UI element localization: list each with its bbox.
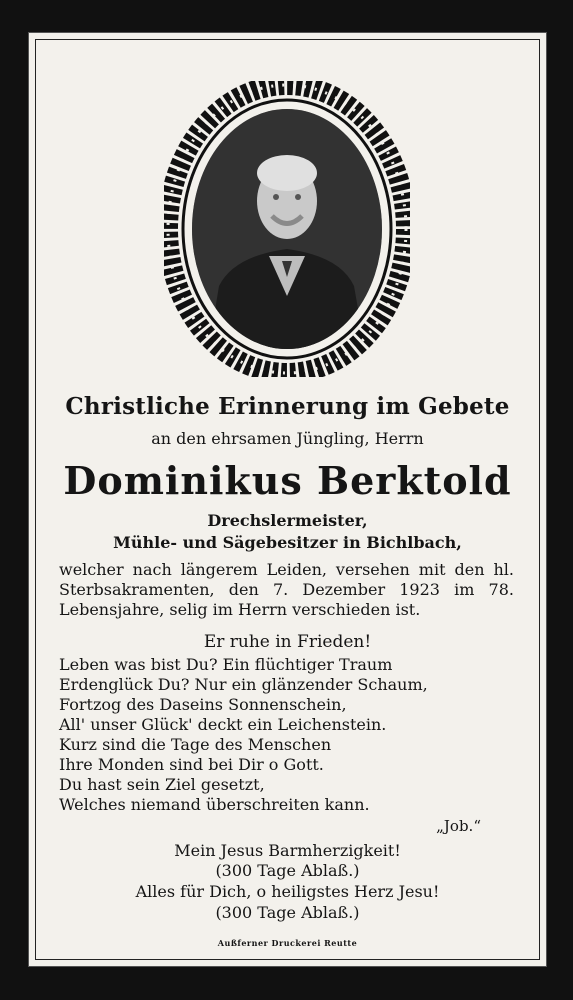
indulgence-1: (300 Tage Ablaß.) [215,861,360,880]
dedication-line: an den ehrsamen Jüngling, Herrn [151,429,424,448]
card-paper [28,32,547,967]
death-notice: welcher nach längerem Leiden, versehen mit den hl. Sterbsakramenten, den 7. Dezember 1923 im 78. Lebensjahre, selig im Herrn verschieden ist. [59,560,514,619]
card-heading: Christliche Erinnerung im Gebete [65,393,510,420]
deceased-name: Dominikus Berktold [63,458,512,503]
poem-line: Fortzog des Daseins Sonnenschein, [59,695,347,714]
poem-attribution: „Job.“ [436,817,481,835]
portrait-image [164,81,410,377]
poem-line: Ihre Monden sind bei Dir o Gott. [59,755,324,774]
prayer-2: Alles für Dich, o heiligstes Herz Jesu! [135,882,440,901]
poem-line: Kurz sind die Tage des Menschen [59,735,332,754]
prayer-1: Mein Jesus Barmherzigkeit! [174,841,401,860]
poem [59,655,516,815]
printer-credit: Außferner Druckerei Reutte [217,938,358,948]
portrait-wreath [164,81,410,377]
occupation-line-1: Drechslermeister, [207,511,368,530]
indulgence-2: (300 Tage Ablaß.) [215,903,360,922]
poem-line: Du hast sein Ziel gesetzt, [59,775,265,794]
poem-line: Erdenglück Du? Nur ein glänzender Schaum, [59,675,428,694]
rest-in-peace: Er ruhe in Frieden! [203,632,372,652]
occupation-line-2: Mühle- und Sägebesitzer in Bichlbach, [113,533,462,552]
poem-line: Leben was bist Du? Ein flüchtiger Traum [59,655,393,674]
poem-line: Welches niemand überschreiten kann. [59,795,370,814]
poem-line: All' unser Glück' deckt ein Leichenstein. [59,715,387,734]
